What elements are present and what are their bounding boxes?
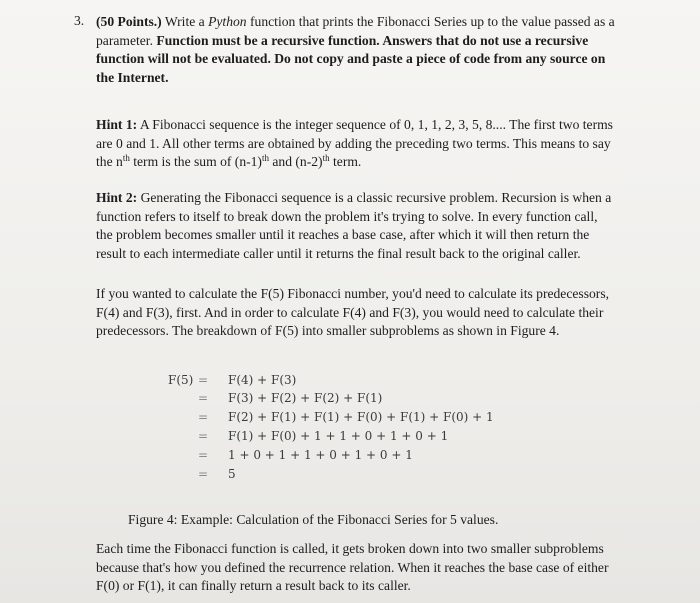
hint-1-label: Hint 1:	[96, 117, 138, 132]
closing-text: Each time the Fibonacci function is called, it gets broken down into two smaller subproblems because that's how you defined the recurrence relation. When it reaches the base case of either F(0) or F(1), it can finally return a result back to its caller.	[96, 541, 609, 593]
hint-2-paragraph-2	[96, 285, 616, 341]
equals-sign: =	[197, 467, 209, 481]
equals-sign: =	[197, 410, 209, 424]
equation-rhs: F(4) + F(3)	[228, 373, 297, 387]
equation-rhs: F(3) + F(2) + F(2) + F(1)	[228, 391, 383, 405]
figure-caption: Figure 4: Example: Calculation of the Fibonacci Series for 5 values.	[128, 512, 499, 527]
question-intro-2: function that prints the Fibonacci Series up to the value passed as a parameter.	[96, 14, 615, 48]
equals-sign: =	[197, 373, 209, 387]
figure-lhs: F(5)	[168, 373, 194, 387]
hint-1-text-3: and (n-2)	[268, 154, 323, 169]
hint-1-text-1: A Fibonacci sequence is the integer sequence of 0, 1, 1, 2, 3, 5, 8.... The first two terms are 0 and 1. All other terms are obtained by adding the preceding two terms. This means to say the n	[96, 117, 613, 169]
question-number: 3.	[74, 13, 85, 28]
closing-paragraph	[96, 540, 616, 596]
equation-rhs: 1 + 0 + 1 + 1 + 0 + 1 + 0 + 1	[228, 448, 413, 462]
equals-sign: =	[197, 448, 209, 462]
hint-1-sup-3: th	[322, 153, 330, 163]
hint-1-paragraph	[96, 116, 616, 172]
hint-2-text: Generating the Fibonacci sequence is a classic recursive problem. Recursion is when a function refers to itself to break down the problem it's trying to solve. In every function call, the problem becomes smaller until it reaches a base case, after which it will then return the result to each intermediate caller until it returns the final result back to the original caller.	[96, 190, 612, 261]
hint-2-text-2: If you wanted to calculate the F(5) Fibonacci number, you'd need to calculate its predecessors, F(4) and F(3), first. And in order to calculate F(4) and F(3), you would need to calculate their predecessors. The breakdown of F(5) into smaller subproblems as shown in Figure 4.	[96, 286, 610, 338]
question-points: (50 Points.)	[96, 14, 162, 29]
hint-2-label: Hint 2:	[96, 190, 138, 205]
hint-1-sup-1: th	[122, 153, 130, 163]
equation-rhs: F(1) + F(0) + 1 + 1 + 0 + 1 + 0 + 1	[228, 429, 449, 443]
equation-rhs: 5	[228, 467, 236, 481]
hint-1-sup-2: th	[261, 153, 269, 163]
equation-rhs: F(2) + F(1) + F(1) + F(0) + F(1) + F(0) + 1	[228, 410, 494, 424]
python-word: Python	[208, 14, 247, 29]
hint-1-text-2: term is the sum of (n-1)	[129, 154, 262, 169]
hint-1-text-4: term.	[329, 154, 362, 169]
question-intro-1: Write a	[161, 14, 209, 29]
question-text	[96, 13, 616, 87]
equals-sign: =	[197, 429, 209, 443]
question-requirement: Function must be a recursive function. Answers that do not use a recursive function will not be evaluated. Do not copy and paste a piece of code from any source on the Internet.	[96, 32, 606, 85]
equals-sign: =	[197, 391, 209, 405]
hint-2-paragraph	[96, 189, 616, 263]
